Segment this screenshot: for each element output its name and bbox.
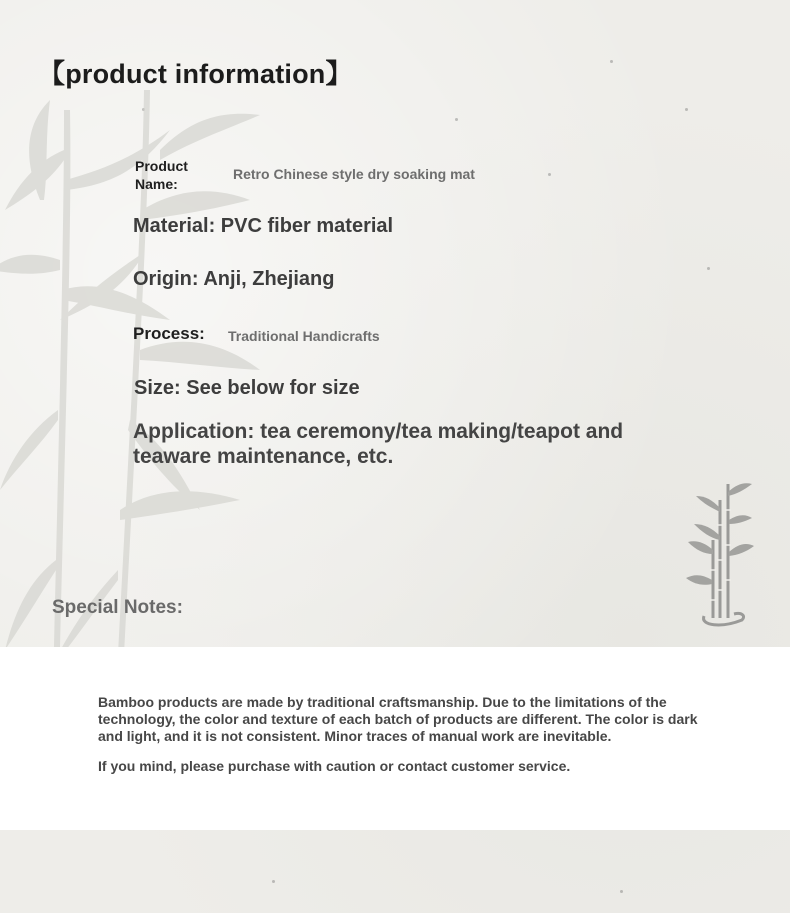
process-label: Process:	[133, 324, 205, 343]
product-name-label: Product Name:	[135, 158, 188, 192]
note-paragraph-2: If you mind, please purchase with caution or contact customer service.	[98, 758, 571, 774]
process-value: Traditional Handicrafts	[228, 328, 380, 344]
material-line: Material: PVC fiber material	[133, 215, 394, 237]
bamboo-icon	[682, 480, 756, 630]
background-speck	[455, 118, 458, 121]
note-paragraph-1: Bamboo products are made by traditional craftsmanship. Due to the limitations of the technology, the color and texture of each batch of products are different. The color is dark and light, and it is not consistent. Minor traces of manual work are inevitable.	[98, 694, 698, 744]
background-speck	[707, 267, 710, 270]
special-notes-title: Special Notes:	[52, 597, 183, 618]
background-speck	[685, 108, 688, 111]
page-title: 【product information】	[38, 59, 353, 89]
background-speck	[610, 60, 613, 63]
product-name-value: Retro Chinese style dry soaking mat	[233, 166, 475, 182]
background-speck	[272, 880, 275, 883]
size-line: Size: See below for size	[134, 377, 360, 399]
background-speck	[548, 173, 551, 176]
background-speck	[620, 890, 623, 893]
application-line: Application: tea ceremony/tea making/teapot and teaware maintenance, etc.	[133, 420, 624, 468]
origin-line: Origin: Anji, Zhejiang	[133, 268, 335, 290]
